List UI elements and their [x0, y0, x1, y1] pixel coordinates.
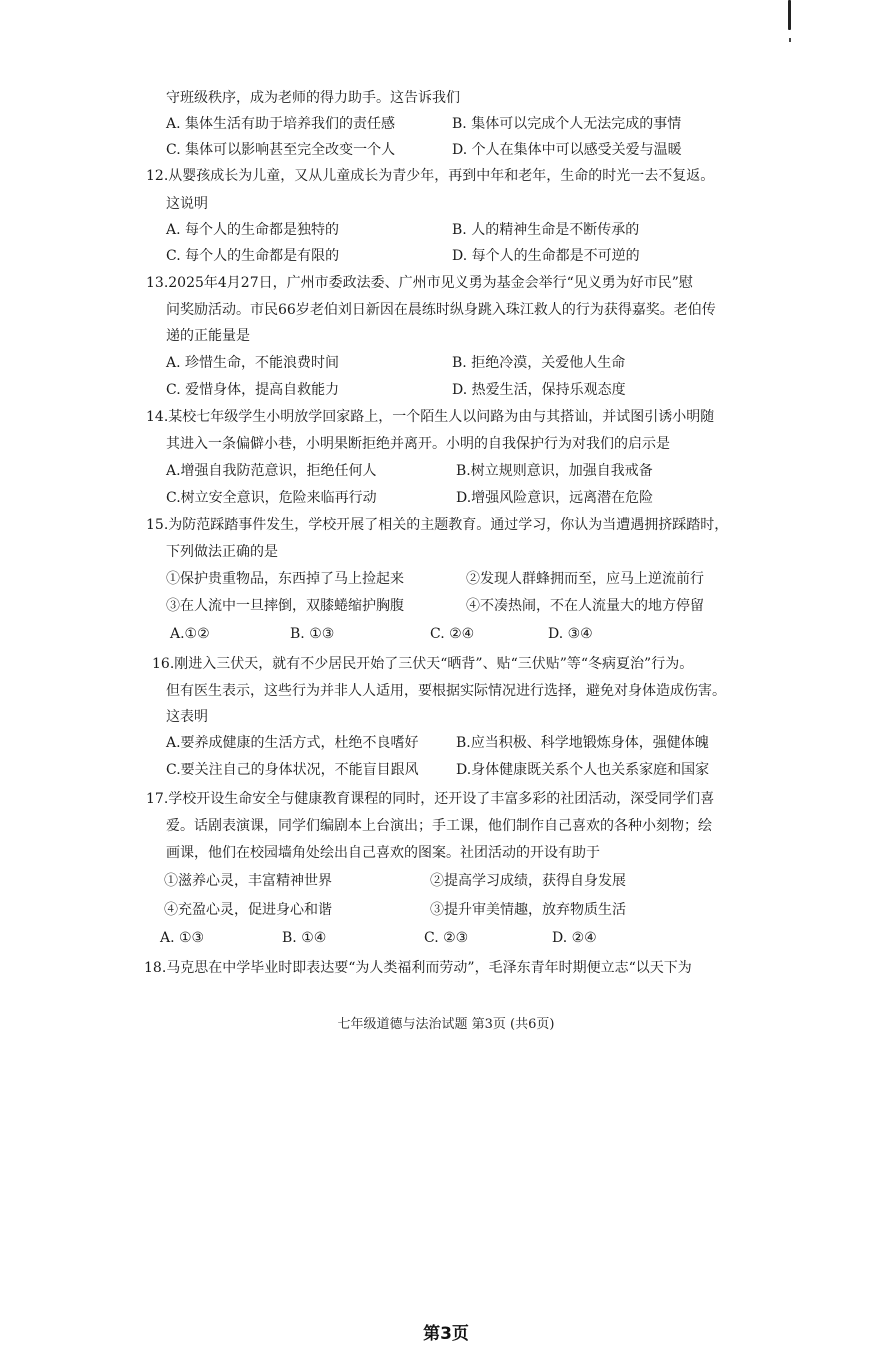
q16-option-c: C.要关注自己的身体状况，不能盲目跟风 [166, 762, 419, 778]
q13-option-b: B. 拒绝冷漠，关爱他人生命 [452, 355, 626, 371]
q16-stem-line3: 这表明 [166, 709, 208, 725]
q15-option-c: C. ②④ [430, 626, 475, 642]
q14-stem-line1: 14.某校七年级学生小明放学回家路上，一个陌生人以问路为由与其搭讪，并试图引诱小明随 [146, 409, 715, 425]
page-footer: 七年级道德与法治试题 第3页 (共6页) [337, 1017, 555, 1032]
q12-option-b: B. 人的精神生命是不断传承的 [452, 222, 640, 238]
q12-option-c: C. 每个人的生命都是有限的 [166, 248, 340, 264]
q11-option-d: D. 个人在集体中可以感受关爱与温暖 [452, 142, 682, 158]
q16-option-d: D.身体健康既关系个人也关系家庭和国家 [456, 762, 710, 778]
q17-option-b: B. ①④ [282, 930, 327, 946]
q11-option-c: C. 集体可以影响甚至完全改变一个人 [166, 142, 396, 158]
q18-stem-line1: 18.马克思在中学毕业时即表达要“为人类福利而劳动”，毛泽东青年时期便立志“以天下为 [144, 960, 692, 976]
q17-option-d: D. ②④ [552, 930, 597, 946]
q13-option-a: A. 珍惜生命，不能浪费时间 [166, 355, 340, 371]
q15-option-b: B. ①③ [290, 626, 335, 642]
scan-mark [788, 0, 791, 30]
q12-option-a: A. 每个人的生命都是独特的 [166, 222, 340, 238]
q14-option-a: A.增强自我防范意识，拒绝任何人 [166, 463, 377, 479]
q17-option-a: A. ①③ [160, 930, 205, 946]
q17-stem-line1: 17.学校开设生命安全与健康教育课程的同时，还开设了丰富多彩的社团活动，深受同学们喜 [146, 791, 715, 807]
q13-stem-line2: 问奖励活动。市民66岁老伯刘日新因在晨练时纵身跳入珠江救人的行为获得嘉奖。老伯传 [166, 302, 716, 318]
q17-stem-line2: 爱。话剧表演课，同学们编剧本上台演出；手工课，他们制作自己喜欢的各种小刻物；绘 [166, 818, 712, 834]
q14-option-c: C.树立安全意识，危险来临再行动 [166, 490, 377, 506]
q12-stem-line1: 12.从婴孩成长为儿童，又从儿童成长为青少年，再到中年和老年，生命的时光一去不复返。 [146, 168, 715, 184]
q12-option-d: D. 每个人的生命都是不可逆的 [452, 248, 640, 264]
q11-option-b: B. 集体可以完成个人无法完成的事情 [452, 116, 682, 132]
q14-option-b: B.树立规则意识，加强自我戒备 [456, 463, 653, 479]
q12-stem-line2: 这说明 [166, 196, 208, 212]
q14-option-d: D.增强风险意识，远离潜在危险 [456, 490, 654, 506]
q14-stem-line2: 其进入一条偏僻小巷，小明果断拒绝并离开。小明的自我保护行为对我们的启示是 [166, 436, 670, 452]
q16-option-a: A.要养成健康的生活方式，杜绝不良嗜好 [166, 735, 419, 751]
q15-statement-4: ④不凑热闹，不在人流量大的地方停留 [466, 598, 704, 614]
q11-stem-cont: 守班级秩序，成为老师的得力助手。这告诉我们 [166, 90, 460, 106]
q16-stem-line1: 16.刚进入三伏天，就有不少居民开始了三伏天“晒背”、贴“三伏贴”等“冬病夏治”行为。 [152, 656, 694, 672]
q17-statement-1: ①滋养心灵，丰富精神世界 [164, 873, 332, 889]
q17-stem-line3: 画课，他们在校园墙角处绘出自己喜欢的图案。社团活动的开设有助于 [166, 845, 600, 861]
q15-statement-1: ①保护贵重物品，东西掉了马上捡起来 [166, 571, 404, 587]
q17-statement-3: ③提升审美情趣，放弃物质生活 [430, 902, 626, 918]
q15-option-a: A.①② [170, 626, 210, 642]
q16-option-b: B.应当积极、科学地锻炼身体，强健体魄 [456, 735, 709, 751]
q13-stem-line3: 递的正能量是 [166, 328, 250, 344]
q15-statement-3: ③在人流中一旦摔倒，双膝蜷缩护胸腹 [166, 598, 404, 614]
q16-stem-line2: 但有医生表示，这些行为并非人人适用，要根据实际情况进行选择，避免对身体造成伤害。 [166, 683, 726, 699]
scan-dot [789, 38, 791, 42]
q11-option-a: A. 集体生活有助于培养我们的责任感 [166, 116, 396, 132]
page-number-label: 第3页 [423, 1324, 469, 1344]
q15-statement-2: ②发现人群蜂拥而至，应马上逆流前行 [466, 571, 704, 587]
q17-statement-2: ②提高学习成绩，获得自身发展 [430, 873, 626, 889]
q15-stem-line1: 15.为防范踩踏事件发生，学校开展了相关的主题教育。通过学习，你认为当遭遇拥挤踩踏时， [146, 517, 729, 533]
q13-option-c: C. 爱惜身体，提高自救能力 [166, 382, 340, 398]
q15-option-d: D. ③④ [548, 626, 593, 642]
q13-option-d: D. 热爱生活，保持乐观态度 [452, 382, 626, 398]
q17-option-c: C. ②③ [424, 930, 469, 946]
q15-stem-line2: 下列做法正确的是 [166, 544, 278, 560]
q13-stem-line1: 13.2025年4月27日，广州市委政法委、广州市见义勇为基金会举行“见义勇为好市民”慰 [146, 275, 693, 291]
q17-statement-4: ④充盈心灵，促进身心和谐 [164, 902, 332, 918]
